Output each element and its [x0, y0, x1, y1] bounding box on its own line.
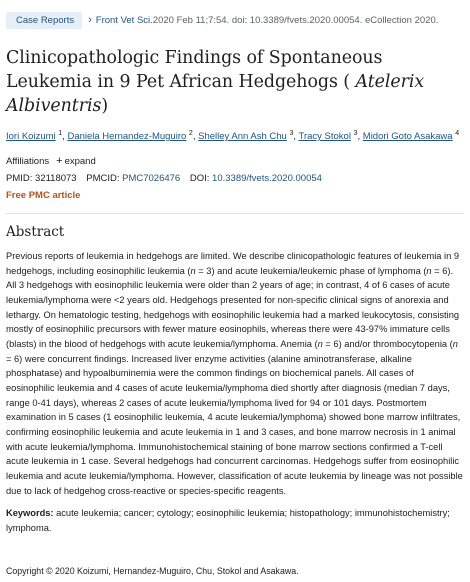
pmid-value: 32118073 [35, 173, 77, 185]
plus-icon: + [56, 155, 63, 168]
title-main: Clinicopathologic Findings of Spontaneous Leukemia in 9 Pet African Hedgehogs ( [6, 48, 383, 92]
free-pmc-article-label: Free PMC article [6, 190, 81, 202]
abstract-text: Previous reports of leukemia in hedgehogs are limited. We describe clinicopathologic features of leukemia in 9 hedgehogs, including eosinophilic leukemia (n = 3) and acute leukemia/leukemic phase of lymphoma (n = 6). All 3 hedgehogs with eosinophilic leukemia were older than 2 years of age; in contrast, 4 of 6 cases of acute leukemia/lymphoma were <2 years old. Hedgehogs presented for non-specific clinical signs of anorexia and lethargy. On hematologic testing, hedgehogs with eosinophilic leukemia had a marked leukocytosis, consisting mostly of eosinophilic precursors with fewer mature eosinophils, whereas there were 43-97% immature cells (blasts) in the blood of hedgehogs with acute leukemia/lymphoma. Anemia (n = 6) and/or thrombocytopenia (n = 6) were concurrent findings. Increased liver enzyme activities (alanine aminotransferase, alkaline phosphatase) and hypoalbuminemia were the common findings on biochemical panels. All cases of eosinophilic leukemia and 4 cases of acute leukemia/lymphoma died shortly after diagnosis (median 7 days, range 0-41 days), whereas 2 cases of acute leukemia/lymphoma lived for 94 or 101 days. Postmortem examination in 5 cases (1 eosinophilic leukemia, 4 acute leukemia/lymphoma) showed bone marrow infiltrates, confirming eosinophilic leukemia and acute leukemia in 1 and 3 cases, and bone marrow necrosis in 1 animal with acute leukemia/lymphoma. Immunohistochemical staining of bone marrow sections confirmed a T-cell acute leukemia in 1 case. Several hedgehogs had concurrent carcinomas. Hedgehogs suffer from eosinophilic leukemia and acute leukemia/lymphoma. However, classification of acute leukemia by lineage was not possible due to lack of hedgehog cross-reactive or species-specific reagents. [6, 251, 463, 496]
author-link[interactable]: Iori Koizumi [6, 131, 56, 143]
article-type-badge[interactable]: Case Reports [6, 12, 82, 29]
author-affiliation-number[interactable]: 2 [188, 130, 193, 137]
abstract-heading: Abstract [6, 224, 65, 241]
author-link[interactable]: Midori Goto Asakawa [362, 131, 453, 143]
author-link[interactable]: Shelley Ann Ash Chu [198, 131, 287, 143]
section-divider [6, 213, 464, 214]
author-list: Iori Koizumi $^1$, Daniela Hernandez-Muguiro $^2$, Shelley Ann Ash Chu $^3$, Tracy Stokol $^3$, Midori Goto Asakawa $^4$ [6, 130, 460, 143]
article-header-row [6, 10, 464, 30]
pmcid-link[interactable]: PMC7026476 [122, 173, 181, 185]
author-affiliation-number[interactable]: 3 [353, 130, 358, 137]
author-link[interactable]: Tracy Stokol [298, 131, 351, 143]
journal-link[interactable]: Front Vet Sci. [95, 14, 153, 26]
affiliations-label: Affiliations [6, 156, 50, 168]
title-end: ) [101, 96, 109, 116]
chevron-right-icon: › [88, 13, 92, 26]
author-link[interactable]: Daniela Hernandez-Muguiro [67, 131, 187, 143]
keywords-label: Keywords: [6, 508, 54, 519]
article-title [6, 46, 464, 118]
doi-label: DOI: [189, 173, 210, 185]
title-species: Atelerix Albiventris [6, 72, 425, 116]
pmcid-label: PMCID: [86, 173, 120, 185]
author-affiliation-number[interactable]: 3 [289, 130, 294, 137]
keywords [6, 506, 464, 535]
author-affiliation-number[interactable]: 4 [455, 130, 460, 137]
doi-link[interactable]: 10.3389/fvets.2020.00054 [212, 173, 322, 185]
citation-details: 2020 Feb 11;7:54. doi: 10.3389/fvets.2020.00054. eCollection 2020. [152, 14, 439, 26]
author-affiliation-number[interactable]: 1 [58, 130, 63, 137]
keywords-text: acute leukemia; cancer; cytology; eosinophilic leukemia; histopathology; immunohistochemistry; lymphoma. [6, 508, 450, 533]
expand-label: expand [64, 156, 96, 168]
citation-line [88, 15, 438, 26]
affiliations-toggle[interactable] [6, 156, 464, 167]
pmid-label: PMID: [6, 173, 33, 185]
copyright-notice: Copyright © 2020 Koizumi, Hernandez-Muguiro, Chu, Stokol and Asakawa. [6, 566, 299, 576]
identifier-line [6, 173, 464, 184]
